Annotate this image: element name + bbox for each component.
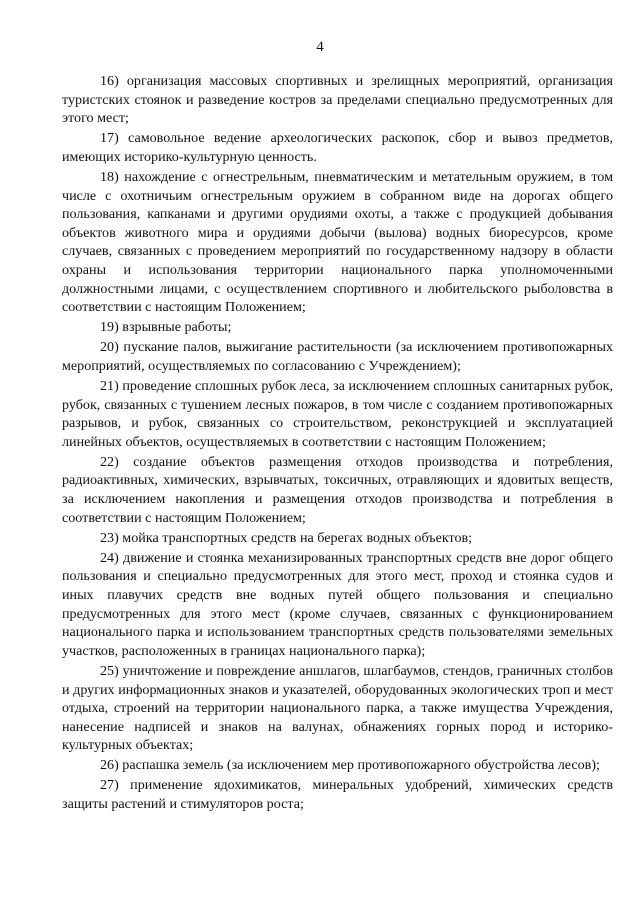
list-item-22: 22) создание объектов размещения отходов производства и потребления, радиоактивных, химических, взрывчатых, токсичных, отравляющих и ядовитых веществ, за исключением накопления и размещения отходов производства и потребления в соответствии с настоящим Положением; [62,453,613,526]
list-item-18: 18) нахождение с огнестрельным, пневматическим и метательным оружием, в том числе с охотничьим огнестрельным оружием в собранном виде на дорогах общего пользования, капканами и другими орудиями охоты, а также с продукцией добывания объектов животного мира и орудиями добычи (вылова) водных биоресурсов, кроме случаев, связанных с проведением мероприятий по государственному надзору в области охраны и использования территории национального парка уполномоченными должностными лицами, с осуществлением спортивного и любительского рыболовства в соответствии с настоящим Положением; [62,168,613,316]
list-item-25: 25) уничтожение и повреждение аншлагов, шлагбаумов, стендов, граничных столбов и других информационных знаков и указателей, оборудованных экологических троп и мест отдыха, строений на территории национального парка, а также имущества Учреждения, нанесение надписей и знаков на валунах, обнажениях горных пород и историко-культурных объектах; [62,662,613,754]
list-item-20: 20) пускание палов, выжигание растительности (за исключением противопожарных мероприятий, осуществляемых по согласованию с Учреждением); [62,339,613,374]
list-item-24: 24) движение и стоянка механизированных транспортных средств вне дорог общего пользования и специально предусмотренных для этого мест, проход и стоянка судов и иных плавучих средств вне водных путей общего пользования и специально предусмотренных для этого мест (кроме случаев, связанных с функционированием национального парка и использованием транспортных средств пользователями земельных участков, расположенных в границах национального парка); [62,549,613,659]
list-item-27: 27) применение ядохимикатов, минеральных удобрений, химических средств защиты растений и стимуляторов роста; [62,777,613,813]
list-item-19: 19) взрывные работы; [100,319,232,336]
page-number: 4 [316,39,324,55]
list-item-21: 21) проведение сплошных рубок леса, за исключением сплошных санитарных рубок, рубок, связанных с тушением лесных пожаров, в том числе с созданием противопожарных разрывов, и рубок, связанных со строительством, реконструкцией и эксплуатацией линейных объектов, осуществляемых в соответствии с настоящим Положением; [62,378,613,450]
list-item-23: 23) мойка транспортных средств на берегах водных объектов; [100,529,473,546]
list-item-17: 17) самовольное ведение археологических раскопок, сбор и вывоз предметов, имеющих историко-культурную ценность. [62,130,613,165]
document-body [62,72,613,815]
list-item-16: 16) организация массовых спортивных и зрелищных мероприятий, организация туристских стоянок и разведение костров за пределами специально предусмотренных для этого мест; [62,73,613,127]
list-item-26: 26) распашка земель (за исключением мер противопожарного обустройства лесов); [100,757,600,774]
